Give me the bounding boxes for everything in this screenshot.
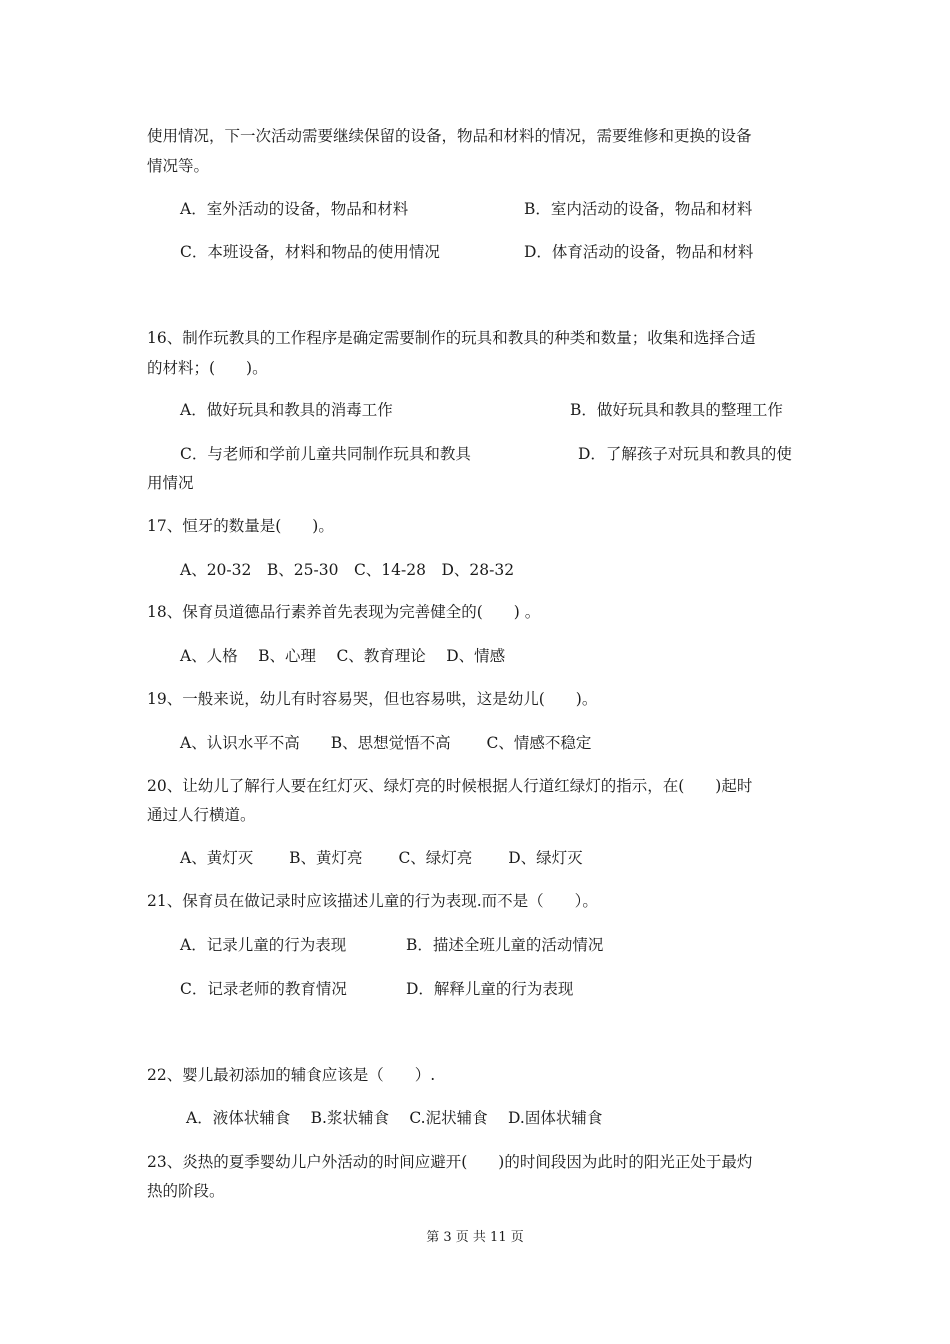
q16-stem-line1: 16、制作玩教具的工作程序是确定需要制作的玩具和教具的种类和数量；收集和选择合适 bbox=[147, 329, 756, 347]
q21-option-d: D．解释儿童的行为表现 bbox=[406, 980, 574, 998]
q16-option-d: D．了解孩子对玩具和教具的使 bbox=[578, 445, 792, 463]
q20-options: A、黄灯灭 B、黄灯亮 C、绿灯亮 D、绿灯灭 bbox=[180, 849, 583, 867]
q15-option-b: B．室内活动的设备，物品和材料 bbox=[524, 200, 753, 218]
q17-stem: 17、恒牙的数量是( )。 bbox=[147, 517, 334, 535]
q23-stem-line2: 热的阶段。 bbox=[147, 1182, 225, 1200]
q20-stem-line1: 20、让幼儿了解行人要在红灯灭、绿灯亮的时候根据人行道红绿灯的指示，在( )起时 bbox=[147, 777, 753, 795]
q15-stem-line2: 情况等。 bbox=[147, 157, 210, 175]
q20-stem-line2: 通过人行横道。 bbox=[147, 806, 256, 824]
q21-option-b: B．描述全班儿童的活动情况 bbox=[406, 936, 604, 954]
q19-stem: 19、一般来说，幼儿有时容易哭，但也容易哄，这是幼儿( )。 bbox=[147, 690, 598, 708]
q16-option-b: B．做好玩具和教具的整理工作 bbox=[570, 401, 783, 419]
q18-stem: 18、保育员道德品行素养首先表现为完善健全的( ) 。 bbox=[147, 603, 541, 621]
q16-option-c: C．与老师和学前儿童共同制作玩具和教具 bbox=[180, 445, 471, 463]
q15-option-c: C．本班设备，材料和物品的使用情况 bbox=[180, 243, 440, 261]
q17-options: A、20-32 B、25-30 C、14-28 D、28-32 bbox=[180, 561, 515, 579]
q21-option-c: C．记录老师的教育情况 bbox=[180, 980, 347, 998]
q15-option-d: D．体育活动的设备，物品和材料 bbox=[524, 243, 754, 261]
q16-option-a: A．做好玩具和教具的消毒工作 bbox=[180, 401, 393, 419]
page-number-footer: 第 3 页 共 11 页 bbox=[426, 1230, 524, 1245]
q18-options: A、人格 B、心理 C、教育理论 D、情感 bbox=[180, 647, 506, 665]
q15-option-a: A．室外活动的设备，物品和材料 bbox=[180, 200, 409, 218]
q23-stem-line1: 23、炎热的夏季婴幼儿户外活动的时间应避开( )的时间段因为此时的阳光正处于最灼 bbox=[147, 1153, 753, 1171]
q21-stem: 21、保育员在做记录时应该描述儿童的行为表现.而不是（ ）。 bbox=[147, 892, 598, 910]
q21-option-a: A．记录儿童的行为表现 bbox=[180, 936, 347, 954]
q16-option-d-continued: 用情况 bbox=[147, 474, 194, 492]
q16-stem-line2: 的材料；( )。 bbox=[147, 359, 268, 377]
q22-options: A．液体状辅食 B.浆状辅食 C.泥状辅食 D.固体状辅食 bbox=[186, 1109, 603, 1127]
q22-stem: 22、婴儿最初添加的辅食应该是（ ）. bbox=[147, 1066, 436, 1084]
q19-options: A、认识水平不高 B、思想觉悟不高 C、情感不稳定 bbox=[180, 734, 592, 752]
q15-stem-line1: 使用情况，下一次活动需要继续保留的设备，物品和材料的情况，需要维修和更换的设备 bbox=[147, 127, 752, 145]
